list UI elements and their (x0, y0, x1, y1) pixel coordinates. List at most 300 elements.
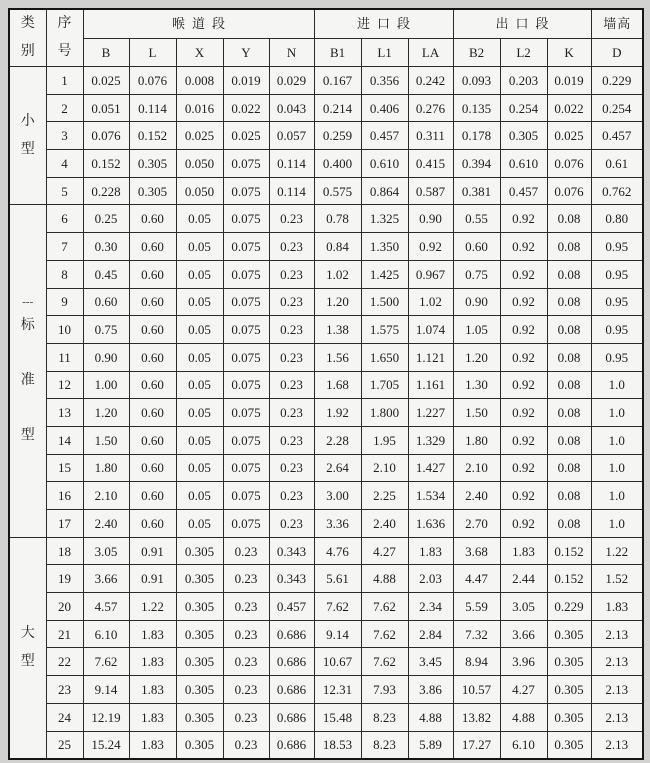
value-cell-X: 0.05 (176, 205, 223, 233)
table-row (9, 177, 643, 205)
value-cell-X: 0.305 (176, 703, 223, 731)
value-cell-B: 0.75 (83, 316, 129, 344)
value-cell-B2: 0.093 (453, 67, 500, 95)
value-cell-Y: 0.23 (223, 565, 269, 593)
category-label-line: 型 (20, 141, 35, 157)
value-cell-B: 3.66 (83, 565, 129, 593)
value-cell-N: 0.23 (269, 426, 314, 454)
value-cell-L: 0.60 (129, 233, 176, 261)
value-cell-LA: 2.84 (408, 620, 453, 648)
value-cell-B: 12.19 (83, 703, 129, 731)
header-col-B: B (83, 38, 129, 66)
category-label-line: 型 (20, 653, 35, 669)
header-serial (46, 9, 83, 67)
value-cell-B1: 10.67 (314, 648, 361, 676)
value-cell-N: 0.23 (269, 260, 314, 288)
value-cell-L1: 1.95 (361, 426, 408, 454)
value-cell-D: 0.229 (591, 67, 643, 95)
value-cell-X: 0.05 (176, 371, 223, 399)
table-row (9, 537, 643, 565)
row-number: 9 (46, 288, 83, 316)
table-row (9, 676, 643, 704)
value-cell-L: 1.22 (129, 593, 176, 621)
value-cell-K: 0.305 (547, 731, 591, 759)
value-cell-Y: 0.23 (223, 731, 269, 759)
value-cell-Y: 0.23 (223, 537, 269, 565)
row-number: 20 (46, 593, 83, 621)
value-cell-L: 1.83 (129, 731, 176, 759)
category-cell-large (9, 537, 46, 759)
header-col-D: D (591, 38, 643, 66)
value-cell-D: 1.0 (591, 510, 643, 538)
value-cell-Y: 0.23 (223, 703, 269, 731)
value-cell-B1: 9.14 (314, 620, 361, 648)
value-cell-B2: 0.135 (453, 94, 500, 122)
value-cell-X: 0.008 (176, 67, 223, 95)
value-cell-LA: 1.074 (408, 316, 453, 344)
value-cell-D: 1.0 (591, 454, 643, 482)
category-label-line: 小 (20, 113, 35, 129)
row-number: 1 (46, 67, 83, 95)
value-cell-B2: 13.82 (453, 703, 500, 731)
table-row (9, 233, 643, 261)
category-label (10, 108, 46, 164)
value-cell-B1: 7.62 (314, 593, 361, 621)
value-cell-LA: 4.88 (408, 703, 453, 731)
row-number: 4 (46, 150, 83, 178)
value-cell-B2: 10.57 (453, 676, 500, 704)
value-cell-X: 0.05 (176, 316, 223, 344)
row-number: 16 (46, 482, 83, 510)
value-cell-L1: 0.610 (361, 150, 408, 178)
value-cell-L1: 1.325 (361, 205, 408, 233)
value-cell-L1: 7.62 (361, 648, 408, 676)
value-cell-B: 9.14 (83, 676, 129, 704)
value-cell-X: 0.305 (176, 620, 223, 648)
value-cell-B2: 0.55 (453, 205, 500, 233)
value-cell-Y: 0.075 (223, 399, 269, 427)
value-cell-K: 0.229 (547, 593, 591, 621)
row-number: 17 (46, 510, 83, 538)
value-cell-K: 0.025 (547, 122, 591, 150)
value-cell-K: 0.08 (547, 371, 591, 399)
table-row (9, 648, 643, 676)
value-cell-L1: 2.40 (361, 510, 408, 538)
value-cell-B: 1.50 (83, 426, 129, 454)
value-cell-B2: 0.394 (453, 150, 500, 178)
table-row (9, 454, 643, 482)
value-cell-B1: 15.48 (314, 703, 361, 731)
value-cell-Y: 0.075 (223, 510, 269, 538)
value-cell-L: 1.83 (129, 620, 176, 648)
value-cell-LA: 3.45 (408, 648, 453, 676)
value-cell-B1: 0.400 (314, 150, 361, 178)
header-col-B2: B2 (453, 38, 500, 66)
value-cell-L2: 6.10 (500, 731, 547, 759)
value-cell-D: 1.0 (591, 426, 643, 454)
value-cell-Y: 0.075 (223, 482, 269, 510)
category-label-line: 标 (20, 318, 35, 334)
value-cell-B: 1.20 (83, 399, 129, 427)
value-cell-B2: 1.50 (453, 399, 500, 427)
value-cell-B2: 0.381 (453, 177, 500, 205)
value-cell-D: 2.13 (591, 731, 643, 759)
value-cell-L2: 0.92 (500, 233, 547, 261)
value-cell-B2: 0.90 (453, 288, 500, 316)
value-cell-B2: 7.32 (453, 620, 500, 648)
header-row-subcolumns (9, 38, 643, 66)
value-cell-N: 0.029 (269, 67, 314, 95)
value-cell-B2: 1.20 (453, 343, 500, 371)
value-cell-LA: 3.86 (408, 676, 453, 704)
value-cell-B: 0.30 (83, 233, 129, 261)
value-cell-L2: 0.305 (500, 122, 547, 150)
row-number: 2 (46, 94, 83, 122)
value-cell-X: 0.305 (176, 731, 223, 759)
value-cell-LA: 2.03 (408, 565, 453, 593)
value-cell-L1: 7.93 (361, 676, 408, 704)
value-cell-L1: 4.27 (361, 537, 408, 565)
value-cell-K: 0.022 (547, 94, 591, 122)
header-col-B1: B1 (314, 38, 361, 66)
value-cell-B1: 1.20 (314, 288, 361, 316)
row-number: 15 (46, 454, 83, 482)
value-cell-B1: 5.61 (314, 565, 361, 593)
value-cell-K: 0.08 (547, 426, 591, 454)
value-cell-L: 0.60 (129, 205, 176, 233)
value-cell-L: 0.60 (129, 343, 176, 371)
value-cell-L1: 8.23 (361, 731, 408, 759)
value-cell-D: 2.13 (591, 676, 643, 704)
value-cell-L2: 0.92 (500, 510, 547, 538)
value-cell-LA: 0.242 (408, 67, 453, 95)
value-cell-Y: 0.075 (223, 343, 269, 371)
value-cell-B2: 4.47 (453, 565, 500, 593)
value-cell-L: 0.60 (129, 482, 176, 510)
value-cell-L: 0.60 (129, 260, 176, 288)
value-cell-B1: 3.00 (314, 482, 361, 510)
value-cell-L2: 3.96 (500, 648, 547, 676)
value-cell-L: 0.60 (129, 454, 176, 482)
table-row (9, 731, 643, 759)
value-cell-L1: 0.864 (361, 177, 408, 205)
value-cell-X: 0.05 (176, 288, 223, 316)
value-cell-K: 0.08 (547, 454, 591, 482)
value-cell-L2: 0.92 (500, 482, 547, 510)
value-cell-D: 0.254 (591, 94, 643, 122)
value-cell-N: 0.23 (269, 399, 314, 427)
row-number: 7 (46, 233, 83, 261)
table-row (9, 288, 643, 316)
value-cell-K: 0.08 (547, 260, 591, 288)
value-cell-D: 2.13 (591, 703, 643, 731)
category-cell-standard (9, 205, 46, 537)
header-col-K: K (547, 38, 591, 66)
header-col-Y: Y (223, 38, 269, 66)
value-cell-X: 0.05 (176, 426, 223, 454)
value-cell-N: 0.457 (269, 593, 314, 621)
value-cell-D: 0.95 (591, 343, 643, 371)
value-cell-LA: 5.89 (408, 731, 453, 759)
value-cell-D: 1.52 (591, 565, 643, 593)
value-cell-B2: 0.75 (453, 260, 500, 288)
value-cell-D: 0.457 (591, 122, 643, 150)
value-cell-Y: 0.075 (223, 371, 269, 399)
header-col-L2: L2 (500, 38, 547, 66)
value-cell-L: 0.152 (129, 122, 176, 150)
value-cell-Y: 0.23 (223, 593, 269, 621)
value-cell-Y: 0.025 (223, 122, 269, 150)
value-cell-LA: 0.415 (408, 150, 453, 178)
value-cell-L: 1.83 (129, 703, 176, 731)
value-cell-B: 0.45 (83, 260, 129, 288)
value-cell-X: 0.05 (176, 454, 223, 482)
value-cell-Y: 0.022 (223, 94, 269, 122)
value-cell-LA: 1.161 (408, 371, 453, 399)
value-cell-B: 4.57 (83, 593, 129, 621)
value-cell-LA: 0.276 (408, 94, 453, 122)
value-cell-K: 0.305 (547, 676, 591, 704)
value-cell-LA: 0.587 (408, 177, 453, 205)
value-cell-N: 0.23 (269, 233, 314, 261)
value-cell-D: 0.95 (591, 260, 643, 288)
value-cell-Y: 0.075 (223, 150, 269, 178)
value-cell-B1: 1.92 (314, 399, 361, 427)
value-cell-N: 0.114 (269, 177, 314, 205)
value-cell-L2: 0.254 (500, 94, 547, 122)
value-cell-L: 1.83 (129, 676, 176, 704)
value-cell-D: 1.0 (591, 482, 643, 510)
header-group-throat: 喉道段 (83, 9, 314, 38)
table-row (9, 316, 643, 344)
value-cell-LA: 0.92 (408, 233, 453, 261)
value-cell-L: 1.83 (129, 648, 176, 676)
value-cell-L: 0.91 (129, 565, 176, 593)
value-cell-N: 0.343 (269, 565, 314, 593)
value-cell-Y: 0.075 (223, 288, 269, 316)
table-row (9, 343, 643, 371)
category-label-line: 准 (20, 373, 35, 389)
value-cell-LA: 1.121 (408, 343, 453, 371)
value-cell-L2: 0.92 (500, 399, 547, 427)
value-cell-N: 0.23 (269, 205, 314, 233)
value-cell-B1: 0.167 (314, 67, 361, 95)
value-cell-L2: 0.203 (500, 67, 547, 95)
header-group-outlet: 出口段 (453, 9, 591, 38)
value-cell-LA: 1.83 (408, 537, 453, 565)
value-cell-Y: 0.23 (223, 620, 269, 648)
value-cell-B: 6.10 (83, 620, 129, 648)
value-cell-B2: 2.40 (453, 482, 500, 510)
value-cell-B1: 1.56 (314, 343, 361, 371)
header-col-N: N (269, 38, 314, 66)
value-cell-X: 0.305 (176, 537, 223, 565)
value-cell-N: 0.686 (269, 703, 314, 731)
value-cell-B2: 0.178 (453, 122, 500, 150)
value-cell-L1: 2.25 (361, 482, 408, 510)
value-cell-L2: 4.88 (500, 703, 547, 731)
value-cell-B2: 3.68 (453, 537, 500, 565)
value-cell-B1: 0.78 (314, 205, 361, 233)
value-cell-L2: 0.610 (500, 150, 547, 178)
value-cell-B: 2.10 (83, 482, 129, 510)
value-cell-B: 0.90 (83, 343, 129, 371)
value-cell-L2: 3.66 (500, 620, 547, 648)
value-cell-N: 0.23 (269, 510, 314, 538)
table-row (9, 426, 643, 454)
value-cell-D: 0.762 (591, 177, 643, 205)
value-cell-X: 0.05 (176, 233, 223, 261)
value-cell-K: 0.305 (547, 620, 591, 648)
value-cell-B2: 2.70 (453, 510, 500, 538)
value-cell-X: 0.305 (176, 565, 223, 593)
value-cell-N: 0.23 (269, 343, 314, 371)
row-number: 6 (46, 205, 83, 233)
value-cell-L1: 1.350 (361, 233, 408, 261)
value-cell-L2: 0.92 (500, 316, 547, 344)
row-number: 11 (46, 343, 83, 371)
table-row (9, 482, 643, 510)
row-number: 3 (46, 122, 83, 150)
value-cell-LA: 0.311 (408, 122, 453, 150)
value-cell-D: 1.22 (591, 537, 643, 565)
row-number: 5 (46, 177, 83, 205)
value-cell-X: 0.05 (176, 482, 223, 510)
value-cell-B1: 18.53 (314, 731, 361, 759)
value-cell-L1: 7.62 (361, 593, 408, 621)
value-cell-D: 2.13 (591, 620, 643, 648)
value-cell-D: 0.95 (591, 288, 643, 316)
value-cell-LA: 2.34 (408, 593, 453, 621)
value-cell-B1: 3.36 (314, 510, 361, 538)
table-row (9, 205, 643, 233)
header-col-L: L (129, 38, 176, 66)
value-cell-L: 0.60 (129, 510, 176, 538)
value-cell-K: 0.08 (547, 343, 591, 371)
value-cell-B1: 4.76 (314, 537, 361, 565)
value-cell-Y: 0.019 (223, 67, 269, 95)
value-cell-L: 0.305 (129, 150, 176, 178)
value-cell-K: 0.08 (547, 205, 591, 233)
value-cell-L2: 0.92 (500, 371, 547, 399)
value-cell-L1: 4.88 (361, 565, 408, 593)
value-cell-N: 0.686 (269, 620, 314, 648)
value-cell-L1: 0.356 (361, 67, 408, 95)
value-cell-L1: 7.62 (361, 620, 408, 648)
header-col-L1: L1 (361, 38, 408, 66)
table-row (9, 399, 643, 427)
row-number: 24 (46, 703, 83, 731)
value-cell-X: 0.050 (176, 177, 223, 205)
value-cell-N: 0.23 (269, 316, 314, 344)
value-cell-B2: 0.60 (453, 233, 500, 261)
value-cell-B1: 1.02 (314, 260, 361, 288)
row-number: 25 (46, 731, 83, 759)
value-cell-D: 0.95 (591, 316, 643, 344)
value-cell-B: 0.025 (83, 67, 129, 95)
value-cell-B: 0.152 (83, 150, 129, 178)
value-cell-D: 0.80 (591, 205, 643, 233)
value-cell-B: 0.60 (83, 288, 129, 316)
value-cell-B2: 1.30 (453, 371, 500, 399)
value-cell-L2: 0.92 (500, 205, 547, 233)
value-cell-D: 1.83 (591, 593, 643, 621)
value-cell-LA: 1.427 (408, 454, 453, 482)
table-row (9, 371, 643, 399)
header-row-groups (9, 9, 643, 38)
table-row (9, 565, 643, 593)
row-number: 8 (46, 260, 83, 288)
value-cell-B2: 2.10 (453, 454, 500, 482)
category-label-line: 大 (20, 625, 35, 641)
table-row (9, 94, 643, 122)
value-cell-B1: 0.214 (314, 94, 361, 122)
value-cell-X: 0.305 (176, 593, 223, 621)
value-cell-L2: 0.457 (500, 177, 547, 205)
value-cell-B1: 2.64 (314, 454, 361, 482)
value-cell-L: 0.60 (129, 426, 176, 454)
row-number: 10 (46, 316, 83, 344)
value-cell-Y: 0.23 (223, 676, 269, 704)
value-cell-X: 0.050 (176, 150, 223, 178)
value-cell-D: 1.0 (591, 399, 643, 427)
value-cell-Y: 0.075 (223, 260, 269, 288)
value-cell-B2: 5.59 (453, 593, 500, 621)
value-cell-K: 0.08 (547, 316, 591, 344)
value-cell-N: 0.23 (269, 288, 314, 316)
value-cell-X: 0.305 (176, 648, 223, 676)
value-cell-D: 1.0 (591, 371, 643, 399)
table-row (9, 593, 643, 621)
value-cell-X: 0.016 (176, 94, 223, 122)
value-cell-X: 0.05 (176, 510, 223, 538)
category-label-line: --- (22, 296, 34, 309)
value-cell-K: 0.08 (547, 399, 591, 427)
value-cell-L2: 3.05 (500, 593, 547, 621)
value-cell-N: 0.686 (269, 648, 314, 676)
value-cell-B2: 1.80 (453, 426, 500, 454)
value-cell-Y: 0.075 (223, 454, 269, 482)
value-cell-L: 0.076 (129, 67, 176, 95)
value-cell-L1: 8.23 (361, 703, 408, 731)
value-cell-B2: 1.05 (453, 316, 500, 344)
value-cell-X: 0.05 (176, 399, 223, 427)
value-cell-B1: 0.575 (314, 177, 361, 205)
value-cell-LA: 1.227 (408, 399, 453, 427)
value-cell-L: 0.305 (129, 177, 176, 205)
value-cell-B1: 2.28 (314, 426, 361, 454)
value-cell-L1: 1.425 (361, 260, 408, 288)
value-cell-L: 0.91 (129, 537, 176, 565)
value-cell-D: 0.95 (591, 233, 643, 261)
value-cell-X: 0.05 (176, 260, 223, 288)
value-cell-X: 0.05 (176, 343, 223, 371)
value-cell-K: 0.305 (547, 648, 591, 676)
value-cell-L1: 1.800 (361, 399, 408, 427)
value-cell-Y: 0.075 (223, 316, 269, 344)
value-cell-Y: 0.075 (223, 205, 269, 233)
value-cell-N: 0.686 (269, 676, 314, 704)
header-col-LA: LA (408, 38, 453, 66)
value-cell-B: 3.05 (83, 537, 129, 565)
row-number: 18 (46, 537, 83, 565)
value-cell-L1: 1.705 (361, 371, 408, 399)
value-cell-X: 0.305 (176, 676, 223, 704)
value-cell-LA: 1.534 (408, 482, 453, 510)
category-cell-small (9, 67, 46, 205)
value-cell-L1: 1.500 (361, 288, 408, 316)
value-cell-K: 0.019 (547, 67, 591, 95)
